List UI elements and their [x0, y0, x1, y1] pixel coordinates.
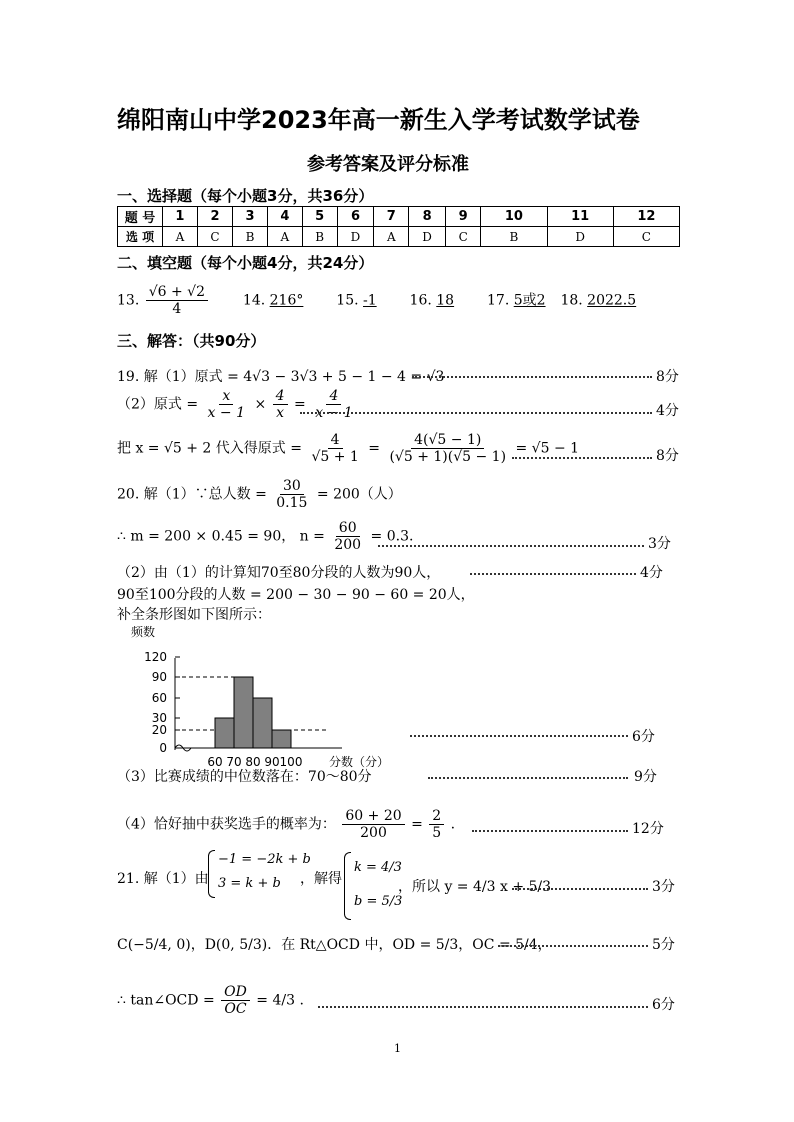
- denominator: x − 1: [315, 405, 353, 421]
- question-number: 12: [613, 207, 679, 227]
- q14-label: 14.: [242, 292, 266, 309]
- q19-line3-prefix: 把 x = √5 + 2 代入得原式 =: [117, 440, 302, 457]
- q20-line1-result: = 200（人）: [316, 486, 402, 503]
- fraction: [273, 388, 288, 421]
- y-tick-label: 90: [151, 670, 167, 684]
- q15-answer: -1: [363, 292, 377, 309]
- q16-answer: 18: [436, 292, 455, 309]
- q15-label: 15.: [336, 292, 359, 309]
- x-tick-label: 60: [207, 755, 223, 769]
- question-number: 3: [233, 207, 268, 227]
- fraction: [429, 808, 444, 841]
- numerator: OD: [221, 984, 250, 1001]
- q20-line7: [117, 808, 455, 841]
- histogram-bar: [253, 698, 272, 748]
- equals-sign: =: [411, 816, 423, 833]
- answer-option: B: [481, 227, 547, 247]
- answer-option: D: [409, 227, 446, 247]
- fraction: [221, 984, 250, 1017]
- q19-line3-score: 8分: [656, 448, 679, 464]
- q19-line1-score: 8分: [656, 369, 679, 385]
- question-number: 11: [547, 207, 613, 227]
- fraction: [308, 432, 361, 465]
- section2-heading: 二、填空题（每个小题4分，共24分）: [117, 254, 374, 272]
- q14-answer: 216°: [269, 292, 304, 309]
- answer-option: B: [233, 227, 268, 247]
- x-tick-label: 70: [226, 755, 242, 769]
- denominator: x − 1: [207, 405, 245, 421]
- q20-line1: [117, 478, 402, 511]
- y-tick-label: 60: [151, 691, 167, 705]
- q19-line3-result: = √5 − 1: [515, 440, 580, 457]
- q21-line1-mid: ，解得: [300, 871, 342, 887]
- question-number: 5: [302, 207, 337, 227]
- q21-line2-score: 5分: [652, 937, 675, 953]
- question-number: 9: [446, 207, 481, 227]
- answer-option: D: [547, 227, 613, 247]
- x-axis-title: 分数（分）: [329, 755, 390, 769]
- dotted-leader: [512, 888, 648, 890]
- dotted-leader: [318, 1006, 648, 1008]
- q20-line2-prefix: ∴ m = 200 × 0.45 = 90， n =: [117, 528, 325, 545]
- system-brace: [344, 852, 351, 920]
- q21-line3-score: 6分: [652, 997, 675, 1013]
- q13-answer: [146, 284, 208, 317]
- page-number: 1: [394, 1042, 401, 1055]
- question-number: 10: [481, 207, 547, 227]
- system2-eq-b: b = 5/3: [354, 894, 403, 909]
- system2-eq-a: k = 4/3: [354, 860, 402, 875]
- histogram-bar: [234, 677, 253, 748]
- answer-option: C: [197, 227, 232, 247]
- system1-eq-b: 3 = k + b: [218, 876, 281, 891]
- q20-line2: [117, 520, 413, 553]
- q21-line2: C(−5/4, 0)，D(0, 5/3)．在 Rt△OCD 中，OD = 5/3，OC = 5/4，: [117, 937, 552, 953]
- dotted-leader: [498, 945, 648, 947]
- q20-line3-score: 4分: [640, 565, 663, 581]
- fraction: [342, 808, 404, 841]
- answer-option: C: [446, 227, 481, 247]
- q21-line1-score: 3分: [652, 879, 675, 895]
- section3-heading: 三、解答：（共90分）: [117, 332, 266, 350]
- q21-line3-result: = 4/3 .: [256, 992, 304, 1009]
- q20-line6: （3）比赛成绩的中位数落在：70～80分: [117, 769, 372, 785]
- question-number: 6: [337, 207, 374, 227]
- row-label-option: 选 项: [118, 227, 163, 247]
- answer-option: A: [267, 227, 302, 247]
- q18-answer: 2022.5: [587, 292, 637, 309]
- numerator: 60: [336, 520, 360, 537]
- answer-option: C: [613, 227, 679, 247]
- dotted-leader: [512, 457, 652, 459]
- denominator: 200: [360, 825, 387, 841]
- dotted-leader: [378, 545, 644, 547]
- q13-numerator: √6 + √2: [146, 284, 208, 301]
- dotted-leader: [410, 735, 628, 737]
- question-number: 2: [197, 207, 232, 227]
- numerator: 60 + 20: [342, 808, 404, 825]
- q16-label: 16.: [409, 292, 432, 309]
- y-tick-label: 30: [151, 711, 167, 725]
- q20-chart-score: 6分: [632, 729, 655, 745]
- y-tick-label: 0: [159, 741, 167, 755]
- answer-table: [117, 206, 680, 247]
- equals-sign: =: [294, 396, 306, 413]
- question-number: 4: [267, 207, 302, 227]
- numerator: 4: [273, 388, 288, 405]
- q20-line1-prefix: 20. 解（1）∵总人数 =: [117, 486, 267, 503]
- denominator: (√5 + 1)(√5 − 1): [389, 449, 507, 465]
- frequency-histogram: [117, 620, 417, 770]
- period: .: [450, 816, 456, 833]
- fraction: [312, 388, 355, 421]
- answer-option: A: [163, 227, 198, 247]
- q20-line7-score: 12分: [632, 821, 664, 837]
- histogram-bar: [215, 718, 234, 748]
- q20-line4: 90至100分段的人数 = 200 − 30 − 90 − 60 = 20人，: [117, 587, 475, 603]
- y-tick-label: 20: [151, 723, 167, 737]
- fill-in-answers: [117, 284, 636, 317]
- fraction: [205, 388, 248, 421]
- system1-eq-a: −1 = −2k + b: [218, 852, 311, 867]
- histogram-bar: [272, 730, 291, 748]
- page-title: 绵阳南山中学2023年高一新生入学考试数学试卷: [117, 106, 640, 134]
- equals-sign: =: [368, 440, 380, 457]
- q20-line6-score: 9分: [634, 769, 657, 785]
- section1-heading: 一、选择题（每个小题3分，共36分）: [117, 187, 374, 205]
- q20-line7-prefix: （4）恰好抽中获奖选手的概率为：: [117, 816, 336, 833]
- dotted-leader: [472, 830, 628, 832]
- q21-line3: [117, 984, 304, 1017]
- numerator: 4: [328, 432, 343, 449]
- q20-line2-result: = 0.3.: [370, 528, 414, 545]
- dotted-leader: [470, 573, 636, 575]
- q20-line3: （2）由（1）的计算知70至80分段的人数为90人，: [117, 565, 441, 581]
- q13-denominator: 4: [172, 301, 182, 317]
- q19-line2-score: 4分: [656, 403, 679, 419]
- q19-line1: 19. 解（1）原式 = 4√3 − 3√3 + 5 − 1 − 4 = √3: [117, 369, 445, 385]
- answer-table-option-row: [118, 227, 680, 247]
- q19-line2-prefix: （2）原式 =: [117, 396, 199, 413]
- question-number: 1: [163, 207, 198, 227]
- q19-line3: [117, 432, 579, 465]
- numerator: 4(√5 − 1): [411, 432, 484, 449]
- dotted-leader: [428, 777, 628, 779]
- x-tick-label: 90: [264, 755, 280, 769]
- q13-label: 13.: [117, 292, 140, 309]
- y-axis-title: 频数: [131, 625, 156, 639]
- fraction: [273, 478, 310, 511]
- denominator: 200: [334, 537, 362, 553]
- times-sign: ×: [254, 396, 267, 413]
- answer-option: B: [302, 227, 337, 247]
- row-label-number: 题 号: [118, 207, 163, 227]
- y-tick-label: 120: [144, 650, 167, 664]
- numerator: 30: [280, 478, 304, 495]
- question-number: 7: [374, 207, 409, 227]
- numerator: 2: [429, 808, 444, 825]
- question-number: 8: [409, 207, 446, 227]
- fraction: [386, 432, 509, 465]
- q19-line2: [117, 388, 358, 421]
- answer-option: A: [374, 227, 409, 247]
- denominator: √5 + 1: [311, 449, 359, 465]
- q20-line5: 补全条形图如下图所示：: [117, 607, 271, 623]
- x-tick-label: 100: [279, 755, 303, 769]
- system-brace: [208, 850, 215, 898]
- denominator: 0.15: [276, 495, 308, 511]
- numerator: x: [219, 388, 233, 405]
- fraction: [331, 520, 364, 553]
- q21-line3-prefix: ∴ tan∠OCD =: [117, 992, 215, 1009]
- dotted-leader: [300, 412, 652, 414]
- answer-option: D: [337, 227, 374, 247]
- q18-label: 18.: [560, 292, 583, 309]
- q21-line1-prefix: 21. 解（1）由: [117, 871, 209, 887]
- q21-line1-result: ，所以 y = 4/3 x + 5/3: [398, 879, 552, 895]
- answer-table-number-row: [118, 207, 680, 227]
- dotted-leader: [412, 376, 652, 378]
- numerator: 4: [326, 388, 341, 405]
- denominator: OC: [224, 1001, 247, 1017]
- q17-answer: 5或2: [513, 292, 546, 309]
- q17-label: 17.: [487, 292, 510, 309]
- denominator: x: [276, 405, 285, 421]
- x-tick-label: 80: [245, 755, 261, 769]
- denominator: 5: [432, 825, 442, 841]
- q20-line2-score: 3分: [648, 536, 671, 552]
- page-subtitle: 参考答案及评分标准: [307, 154, 469, 175]
